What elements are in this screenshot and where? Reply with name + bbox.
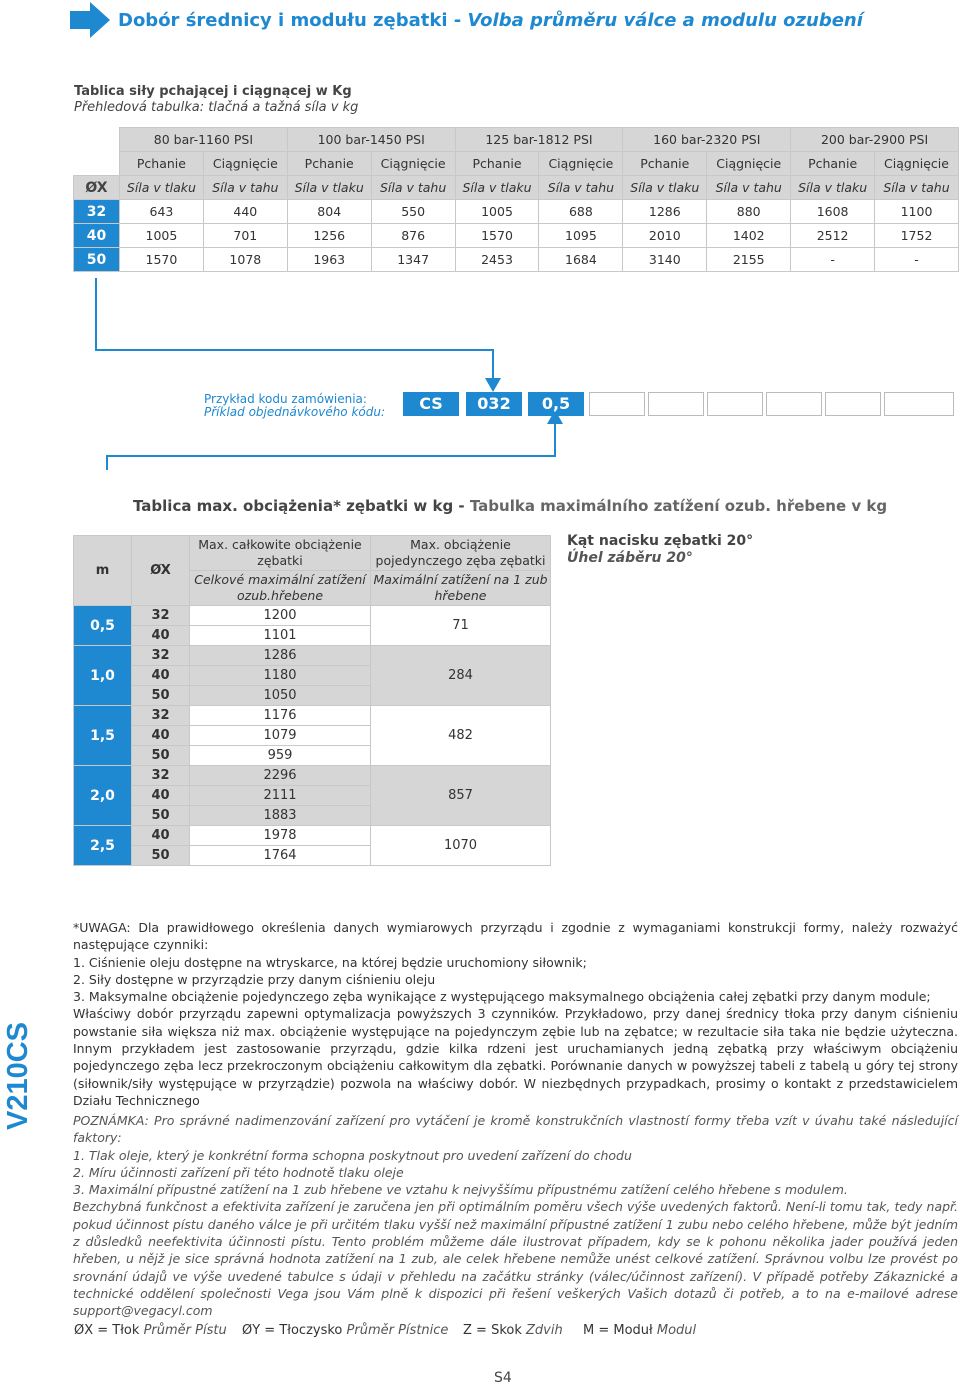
force-cell: - [875, 248, 959, 272]
order-code-slot [825, 392, 881, 416]
push-header: Pchanie [455, 152, 539, 176]
single-tooth-header-cz: Maximální zatížení na 1 zub hřebene [371, 571, 551, 606]
force-cell: 1095 [539, 224, 623, 248]
order-code-slot [589, 392, 645, 416]
pressure-header: 80 bar-1160 PSI [120, 128, 288, 152]
tooth-load-table [73, 535, 551, 866]
total-load-cell: 1764 [190, 846, 371, 866]
order-code-slot [707, 392, 763, 416]
pressure-angle-label: Kąt nacisku zębatki 20° [567, 533, 754, 549]
order-code-cs: CS [403, 392, 459, 416]
force-cell: 1608 [791, 200, 875, 224]
total-load-cell: 1883 [190, 806, 371, 826]
diameter-cell: 50 [132, 846, 190, 866]
module-cell: 2,5 [74, 826, 132, 866]
module-cell: 1,0 [74, 646, 132, 706]
table-row [74, 706, 551, 726]
note-paragraph: *UWAGA: Dla prawidłowego określenia danych wymiarowych przyrządu i zgodnie z wymaganiami konstrukcji formy, należy rozważyć następujące czynniki: [73, 920, 958, 953]
force-cell: 1963 [287, 248, 371, 272]
module-cell: 0,5 [74, 606, 132, 646]
side-product-label [0, 1012, 36, 1132]
force-table-caption: Tablica siły pchającej i ciągnącej w Kg [74, 84, 352, 99]
order-code-module: 0,5 [528, 392, 584, 416]
force-cell: 1005 [120, 224, 204, 248]
connector-arrows [0, 270, 960, 470]
force-cell: 1256 [287, 224, 371, 248]
legend-item: Z = Skok Zdvih [463, 1323, 563, 1338]
tooth-table-title: Tablica max. obciążenia* zębatki w kg - Tabulka maximálního zatížení ozub. hřebene v kg [133, 497, 888, 515]
force-cell: 1005 [455, 200, 539, 224]
note-paragraph: 3. Maximální přípustné zatížení na 1 zub hřebene ve vztahu k nejvyššímu přípustnému zatížení celého hřebene s modulem. [73, 1182, 848, 1198]
total-load-cell: 1101 [190, 626, 371, 646]
diameter-header: ØX [74, 176, 120, 200]
table-row [74, 200, 959, 224]
pressure-angle-label-cz: Úhel záběru 20° [567, 550, 693, 566]
force-cell: 688 [539, 200, 623, 224]
force-cell: 876 [371, 224, 455, 248]
page-title: Dobór średnicy i modułu zębatki - Volba průměru válce a modulu ozubení [118, 10, 863, 31]
diameter-cell: 40 [132, 726, 190, 746]
force-table-caption-cz: Přehledová tabulka: tlačná a tažná síla v kg [74, 100, 359, 115]
diameter-cell: 40 [132, 786, 190, 806]
single-tooth-cell: 71 [371, 606, 551, 646]
force-cell: - [791, 248, 875, 272]
push-header-cz: Síla v tlaku [455, 176, 539, 200]
table-row [74, 224, 959, 248]
diameter-cell: 50 [74, 248, 120, 272]
side-label-text: V210CS [2, 1021, 34, 1130]
force-cell: 2453 [455, 248, 539, 272]
total-load-cell: 959 [190, 746, 371, 766]
force-cell: 2155 [707, 248, 791, 272]
single-tooth-cell: 482 [371, 706, 551, 766]
arrow-down-icon [485, 378, 501, 392]
pull-header: Ciągnięcie [539, 152, 623, 176]
total-load-cell: 1176 [190, 706, 371, 726]
force-cell: 1286 [623, 200, 707, 224]
pull-header-cz: Síla v tahu [371, 176, 455, 200]
single-tooth-cell: 857 [371, 766, 551, 826]
push-header: Pchanie [791, 152, 875, 176]
diameter-cell: 32 [132, 646, 190, 666]
push-header-cz: Síla v tlaku [791, 176, 875, 200]
force-cell: 880 [707, 200, 791, 224]
total-load-cell: 1978 [190, 826, 371, 846]
push-header-cz: Síla v tlaku [623, 176, 707, 200]
note-paragraph: 2. Míru účinnosti zařízení při této hodnotě tlaku oleje [73, 1164, 404, 1180]
notes-pl [73, 919, 958, 1109]
note-paragraph: 1. Ciśnienie oleju dostępne na wtryskarce, na której będzie uruchomiony siłownik; [73, 954, 587, 970]
page-number: S4 [494, 1370, 512, 1386]
pull-header: Ciągnięcie [371, 152, 455, 176]
note-paragraph: Właściwy dobór przyrządu zapewni optymalizacja powyższych 3 czynników. Przykładowo, przy danej średnicy tłoka przy danym ciśnieniu powstanie siła większa niż max. obciążenie występujące na pojedynczym zębie lub na zębatce; w rezultacie siła taka nie będzie użyteczna. Innym przykładem jest zastosowanie przyrządu, gdzie kilka rdzeni jest uruchamianych jedną zębatką przy właściwym obciążeniu pojedynczego zęba lecz przekroczonym obciążeniu całkowitym dla zębatki. Porównanie danych w powyższej tabeli z tabelą u góry tej strony (siłownik/siły występujące w przyrządzie) pozwola na właściwy dobór. W niezbędnych przypadkach, prosimy o kontakt z przedstawicielem Działu Technicznego [73, 1006, 958, 1108]
module-header: m [74, 536, 132, 606]
force-cell: 643 [120, 200, 204, 224]
pull-header-cz: Síla v tahu [707, 176, 791, 200]
diameter-cell: 32 [132, 706, 190, 726]
force-cell: 1570 [120, 248, 204, 272]
table-row [74, 606, 551, 626]
module-cell: 2,0 [74, 766, 132, 826]
force-cell: 2512 [791, 224, 875, 248]
note-paragraph: 2. Siły dostępne w przyrządzie przy danym ciśnieniu oleju [73, 971, 436, 987]
force-cell: 3140 [623, 248, 707, 272]
total-load-cell: 1200 [190, 606, 371, 626]
diameter-cell: 32 [74, 200, 120, 224]
push-header: Pchanie [120, 152, 204, 176]
force-cell: 1752 [875, 224, 959, 248]
force-cell: 2010 [623, 224, 707, 248]
pull-header-cz: Síla v tahu [203, 176, 287, 200]
total-load-cell: 1050 [190, 686, 371, 706]
arrow-right-icon [70, 2, 110, 38]
table-row [74, 646, 551, 666]
pressure-header: 160 bar-2320 PSI [623, 128, 791, 152]
order-label: Przykład kodu zamówienia: [204, 392, 367, 406]
connector-line-module [107, 422, 555, 470]
force-cell: 804 [287, 200, 371, 224]
total-load-cell: 1180 [190, 666, 371, 686]
legend-item: M = Moduł Modul [583, 1323, 697, 1338]
total-load-cell: 1286 [190, 646, 371, 666]
force-cell: 550 [371, 200, 455, 224]
table-row [74, 826, 551, 846]
single-tooth-cell: 284 [371, 646, 551, 706]
pressure-header: 200 bar-2900 PSI [791, 128, 959, 152]
notes-cz [73, 1112, 958, 1320]
table-row [74, 248, 959, 272]
diameter-cell: 32 [132, 766, 190, 786]
diameter-cell: 32 [132, 606, 190, 626]
force-table [73, 127, 959, 272]
force-cell: 1402 [707, 224, 791, 248]
legend-item: ØX = Tłok Průměr Pístu [74, 1323, 227, 1338]
total-load-cell: 2296 [190, 766, 371, 786]
note-paragraph: POZNÁMKA: Pro správné nadimenzování zařízení pro vytáčení je kromě konstrukčních vlastností formy třeba vzít v úvahu také následující faktory: [73, 1113, 958, 1146]
force-cell: 1100 [875, 200, 959, 224]
diameter-cell: 40 [132, 666, 190, 686]
total-load-cell: 1079 [190, 726, 371, 746]
note-paragraph: Bezchybná funkčnost a efektivita zařízení je zaručena jen při optimálním poměru všech výše uvedených faktorů. Není-li tomu tak, tedy např. pokud účinnost pístu daného válce je při určitém tlaku vyšší než maximální přípustné zatížení 1 zubu nebo celého hřebene, může být jedním z důsledků neefektivita účinnosti pístu. Tento problém můžeme dále ilustrovat případem, kdy se k pohonu několika jader používá jeden hřeben, u nějž je sice správná hodnota zatížení na 1 zub, ale celek hřebene nemůže unést celkové zatížení. Správnou volbu lze provést po srovnání údajů ve výše uvedené tabulce s údaji v přehledu na začátku stránky (válec/účinnost zařízení). V případě potřeby Zákaznické a technické oddělení společnosti Vega jsou Vám plně k dispozici při řešení veškerých Vašich dotazů či potřeb, a to na e-mailové adrese support@vegacyl.com [73, 1199, 958, 1319]
note-paragraph: 1. Tlak oleje, který je konkrétní forma schopna poskytnout pro uvedení zařízení do chodu [73, 1147, 632, 1163]
single-tooth-cell: 1070 [371, 826, 551, 866]
force-cell: 1078 [203, 248, 287, 272]
diameter-cell: 50 [132, 806, 190, 826]
push-header: Pchanie [623, 152, 707, 176]
order-code-slot [648, 392, 704, 416]
diameter-cell: 50 [132, 686, 190, 706]
module-cell: 1,5 [74, 706, 132, 766]
total-load-header: Max. całkowite obciążenie zębatki [190, 536, 371, 571]
order-code-diameter: 032 [466, 392, 522, 416]
pull-header: Ciągnięcie [875, 152, 959, 176]
force-cell: 1347 [371, 248, 455, 272]
pull-header-cz: Síla v tahu [539, 176, 623, 200]
push-header-cz: Síla v tlaku [120, 176, 204, 200]
total-load-header-cz: Celkové maximální zatížení ozub.hřebene [190, 571, 371, 606]
diameter-cell: 40 [132, 626, 190, 646]
force-cell: 1570 [455, 224, 539, 248]
force-cell: 1684 [539, 248, 623, 272]
push-header: Pchanie [287, 152, 371, 176]
force-cell: 440 [203, 200, 287, 224]
diameter-cell: 40 [74, 224, 120, 248]
single-tooth-header: Max. obciążenie pojedynczego zęba zębatki [371, 536, 551, 571]
connector-line-diameter [96, 278, 493, 380]
pull-header-cz: Síla v tahu [875, 176, 959, 200]
diameter-cell: 50 [132, 746, 190, 766]
diameter-cell: 40 [132, 826, 190, 846]
diameter-header: ØX [132, 536, 190, 606]
pull-header: Ciągnięcie [203, 152, 287, 176]
pressure-header: 100 bar-1450 PSI [287, 128, 455, 152]
order-label-cz: Příklad objednávkového kódu: [204, 405, 386, 419]
total-load-cell: 2111 [190, 786, 371, 806]
force-cell: 701 [203, 224, 287, 248]
table-row [74, 766, 551, 786]
note-paragraph: 3. Maksymalne obciążenie pojedynczego zęba wynikające z występującego maksymalnego obciążenia całej zębatki przy danym module; [73, 989, 931, 1005]
push-header-cz: Síla v tlaku [287, 176, 371, 200]
order-code-slot [766, 392, 822, 416]
order-code-slot [884, 392, 954, 416]
pressure-header: 125 bar-1812 PSI [455, 128, 623, 152]
pull-header: Ciągnięcie [707, 152, 791, 176]
legend-item: ØY = Tłoczysko Průměr Pístnice [242, 1323, 449, 1338]
